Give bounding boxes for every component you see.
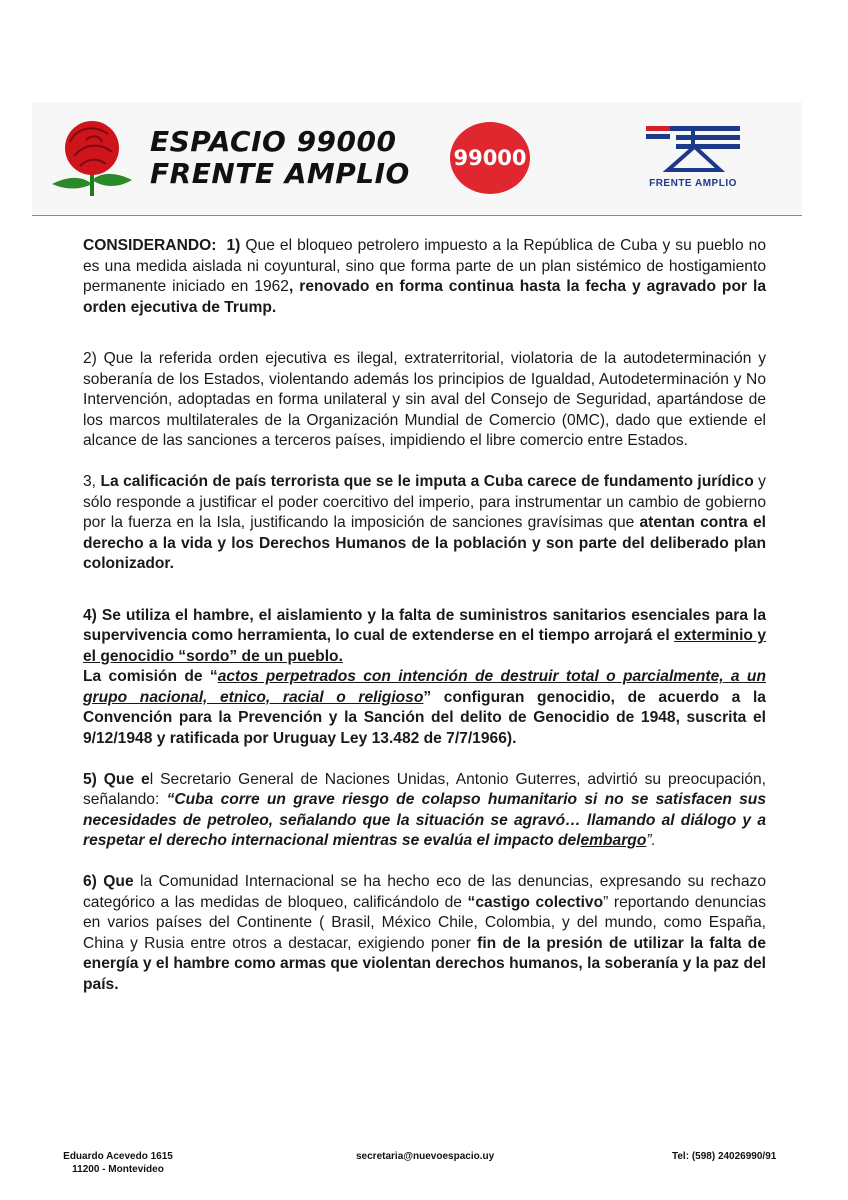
frente-amplio-logo-text: FRENTE AMPLIO <box>649 178 737 189</box>
paragraph-4-genocide: La comisión de “actos perpetrados con intención de destruir total o parcialmente, a un grupo nacional, etnico, racial o religioso” configuran genocidio, de acuerdo a la Convención para la Prevención y la Sanción del delito de Genocidio de 1948, suscrita el 9/12/1948 y ratificada por Uruguay Ley 13.482 de 7/7/1966). <box>83 668 766 747</box>
document-body <box>83 236 766 1016</box>
rose-logo-icon <box>50 118 134 198</box>
paragraph-4: 4) Se utiliza el hambre, el aislamiento y la falta de suministros sanitarios esenciales para la supervivencia como herramienta, lo cual de extenderse en el tiempo arrojará el exterminio y el genocidio “sordo” de un pueblo. <box>83 606 766 665</box>
footer-phone: Tel: (598) 24026990/91 <box>672 1151 777 1162</box>
brand-line-1: ESPACIO 99000 <box>150 125 397 158</box>
paragraph-3: 3, La calificación de país terrorista que se le imputa a Cuba carece de fundamento jurídico y sólo responde a justificar el poder coercitivo del imperio, para instrumentar un cambio de gobierno por la fuerza en la Isla, justificando la imposición de sanciones gravísimas que atentan contra el derecho a la vida y los Derechos Humanos de la población y son parte del deliberado plan colonizador. <box>83 473 767 572</box>
footer-address: Eduardo Acevedo 1615 11200 - Montevideo <box>63 1151 173 1175</box>
frente-amplio-logo-icon <box>640 126 746 176</box>
paragraph-1: CONSIDERANDO: 1) Que el bloqueo petrolero impuesto a la República de Cuba y su pueblo no es una medida aislada ni coyuntural, sino que forma parte de un plan sistémico de hostigamiento permanente iniciado en 1962, renovado en forma continua hasta la fecha y agravado por la orden ejecutiva de Trump. <box>83 237 767 316</box>
paragraph-2: 2) Que la referida orden ejecutiva es ilegal, extraterritorial, violatoria de la autodeterminación y soberanía de los Estados, violentando además los principios de Igualdad, Autodeterminación y No Intervención, adoptadas en forma unilateral y sin aval del Consejo de Seguridad, apartándose de los marcos multilaterales de la Organización Mundial de Comercio (0MC), dado que extiende el alcance de las sanciones a terceros países, impidiendo el libre comercio entre Estados. <box>83 350 766 449</box>
considerando-label: CONSIDERANDO: <box>83 237 217 254</box>
brand-title <box>150 126 410 190</box>
header-divider <box>32 215 802 216</box>
footer-email: secretaria@nuevoespacio.uy <box>356 1151 495 1162</box>
brand-line-2: FRENTE AMPLIO <box>150 157 410 190</box>
paragraph-6: 6) Que la Comunidad Internacional se ha hecho eco de las denuncias, expresando su rechazo categórico a las medidas de bloqueo, calificándolo de “castigo colectivo” reportando denuncias en varios países del Continente ( Brasil, México Chile, Colombia, y del mundo, como España, China y Rusia entre otros a destacar, exigiendo poner fin de la presión de utilizar la falta de energía y el hambre como armas que violentan derechos humanos, la soberanía y la paz del país. <box>83 873 766 993</box>
paragraph-5: 5) Que el Secretario General de Naciones Unidas, Antonio Guterres, advirtió su preocupación, señalando: “Cuba corre un grave riesgo de colapso humanitario si no se satisfacen sus necesidades de petroleo, señalando que la situación se agravó… llamando al diálogo y a respetar el derecho internacional mientras se evalúa el impacto delembargo”. <box>83 770 766 849</box>
badge-99000: 99000 <box>450 122 530 194</box>
